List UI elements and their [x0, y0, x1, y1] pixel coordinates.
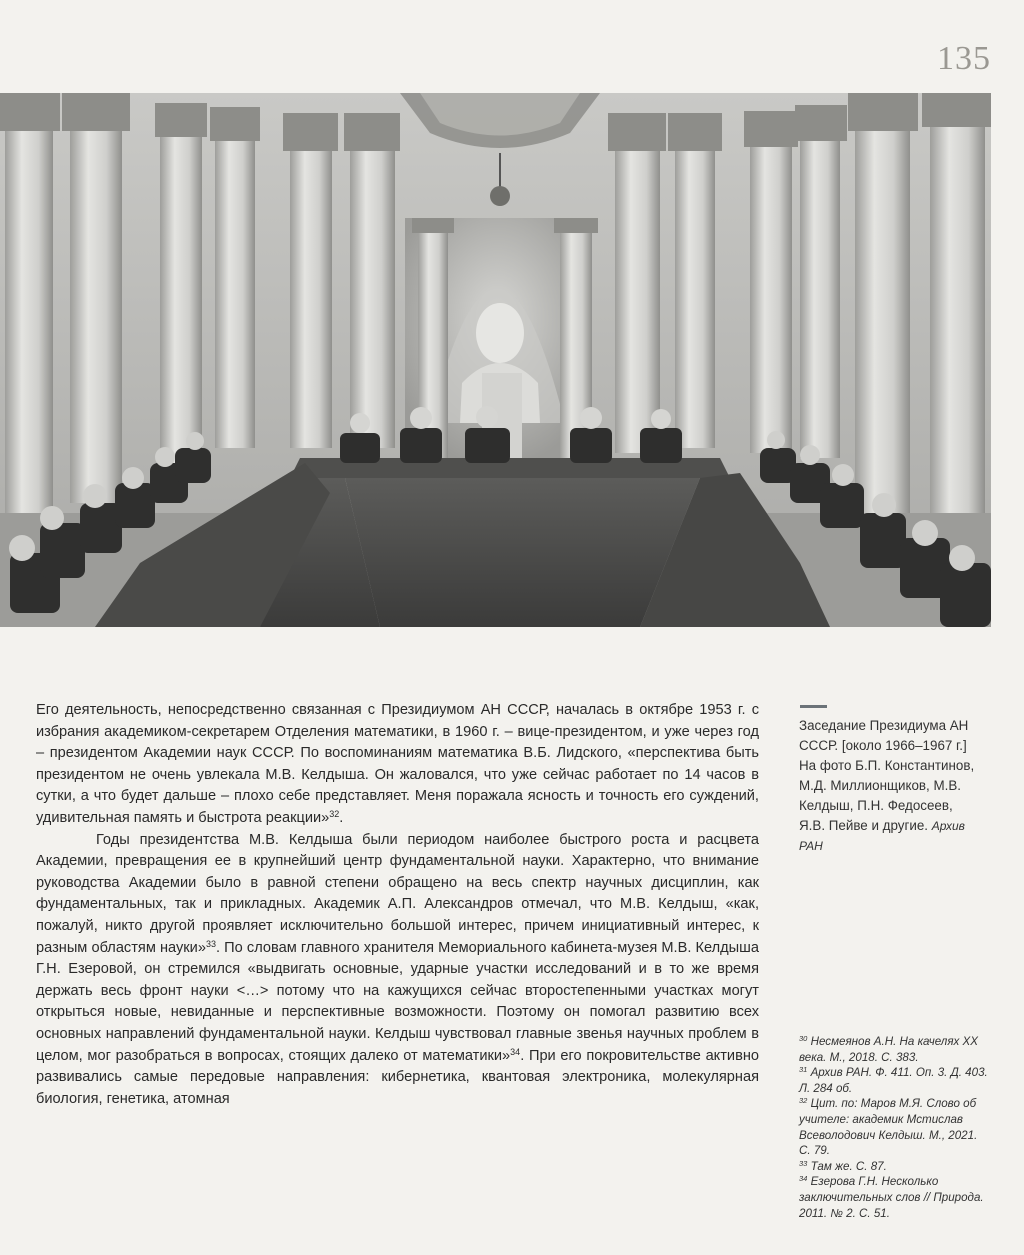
text-segment: Годы президентства М.В. Келдыша были периодом наиболее быстрого роста и расцвета Академии, превращения ее в крупнейший центр фундаментальной науки. Характерно, что внимание руководства Академии было в равной степени обращено на весь спектр научных дисциплин, как фундаментальных, так и прикладных. Академик А.П. Александров отмечал, что М.В. Келдыш, «как, пожалуй, никто другой проявляет исключительно большой интерес, причем инициативный интерес, к разным областям науки» — [36, 831, 759, 956]
footnote-text: Цит. по: Маров М.Я. Слово об учителе: академик Мстислав Всеволодович Келдыш. М., 2021. С. 79. — [799, 1097, 978, 1158]
footnote-32 — [799, 1096, 989, 1158]
footnote-text: Несмеянов А.Н. На качелях XX века. М., 2018. С. 383. — [799, 1035, 978, 1064]
footnotes — [799, 1034, 989, 1221]
footnote-ref-32: 32 — [329, 808, 340, 819]
caption-divider — [800, 705, 827, 708]
caption-archive: Архив РАН — [799, 819, 965, 853]
page-number: 135 — [937, 40, 991, 77]
footnote-text: Езерова Г.Н. Несколько заключительных слов // Природа. 2011. № 2. С. 51. — [799, 1175, 984, 1220]
text-segment: Его деятельность, непосредственно связанная с Президиумом АН СССР, началась в октябре 1953 г. с избрания академиком-секретарем Отделения математики, в 1960 г. – вице-президентом, и уже через год – президентом Академии наук СССР. По воспоминаниям математика В.Б. Лидского, «перспектива быть президентом не очень увлекала М.В. Келдыша. Он жаловался, что уже сейчас работает по 14 часов в сутки, а что будет дальше – плохо себе представляет. Меня поражала ясность и точность его суждений, удивительная память и быстрота реакции» — [36, 702, 759, 826]
text-segment: . По словам главного хранителя Мемориального кабинета-музея М.В. Келдыша Г.Н. Езеровой, он стремился «выдвигать основные, ударные участки исследований и в то же время держать весь фронт науки <…> потому что на кажущихся сейчас второстепенными участках могут открыться новые, невиданные и перспективные возможности. Поэтому он помогал развитию всех основных направлений фундаментальной науки. Келдыш чувствовал главные звенья научных проблем в целом, мог разобраться в вопросах, стоящих далеко от математики» — [36, 939, 759, 1064]
footnote-number: 31 — [799, 1065, 808, 1075]
paragraph-2 — [36, 830, 759, 1111]
footnote-number: 30 — [799, 1034, 808, 1043]
footnote-number: 34 — [799, 1174, 808, 1184]
footnote-33 — [799, 1159, 989, 1175]
main-text — [36, 700, 759, 1110]
text-segment: . При его покровительстве активно развивались самые передовые направления: кибернетика, квантовая электроника, молекулярная биология, генетика, атомная — [36, 1047, 759, 1107]
footnote-30 — [799, 1034, 989, 1065]
footnote-text: Архив РАН. Ф. 411. Оп. 3. Д. 403. Л. 284 об. — [799, 1066, 988, 1095]
footnote-text: Там же. С. 87. — [810, 1159, 887, 1173]
text-segment: . — [339, 809, 344, 826]
footnote-number: 32 — [799, 1096, 808, 1106]
caption-text: Заседание Президиума АН СССР. [около 1966–1967 г.] На фото Б.П. Константинов, М.Д. Миллионщиков, М.В. Келдыш, П.Н. Федосеев, Я.В. Пейве и другие. — [799, 718, 975, 833]
presidium-meeting-photo — [0, 93, 991, 627]
paragraph-1 — [36, 700, 759, 830]
footnote-ref-33: 33 — [205, 938, 216, 949]
footnote-number: 33 — [799, 1158, 808, 1168]
footnote-34 — [799, 1174, 989, 1221]
footnote-31 — [799, 1065, 989, 1096]
photo-caption — [799, 716, 979, 856]
footnote-ref-34: 34 — [510, 1046, 521, 1057]
